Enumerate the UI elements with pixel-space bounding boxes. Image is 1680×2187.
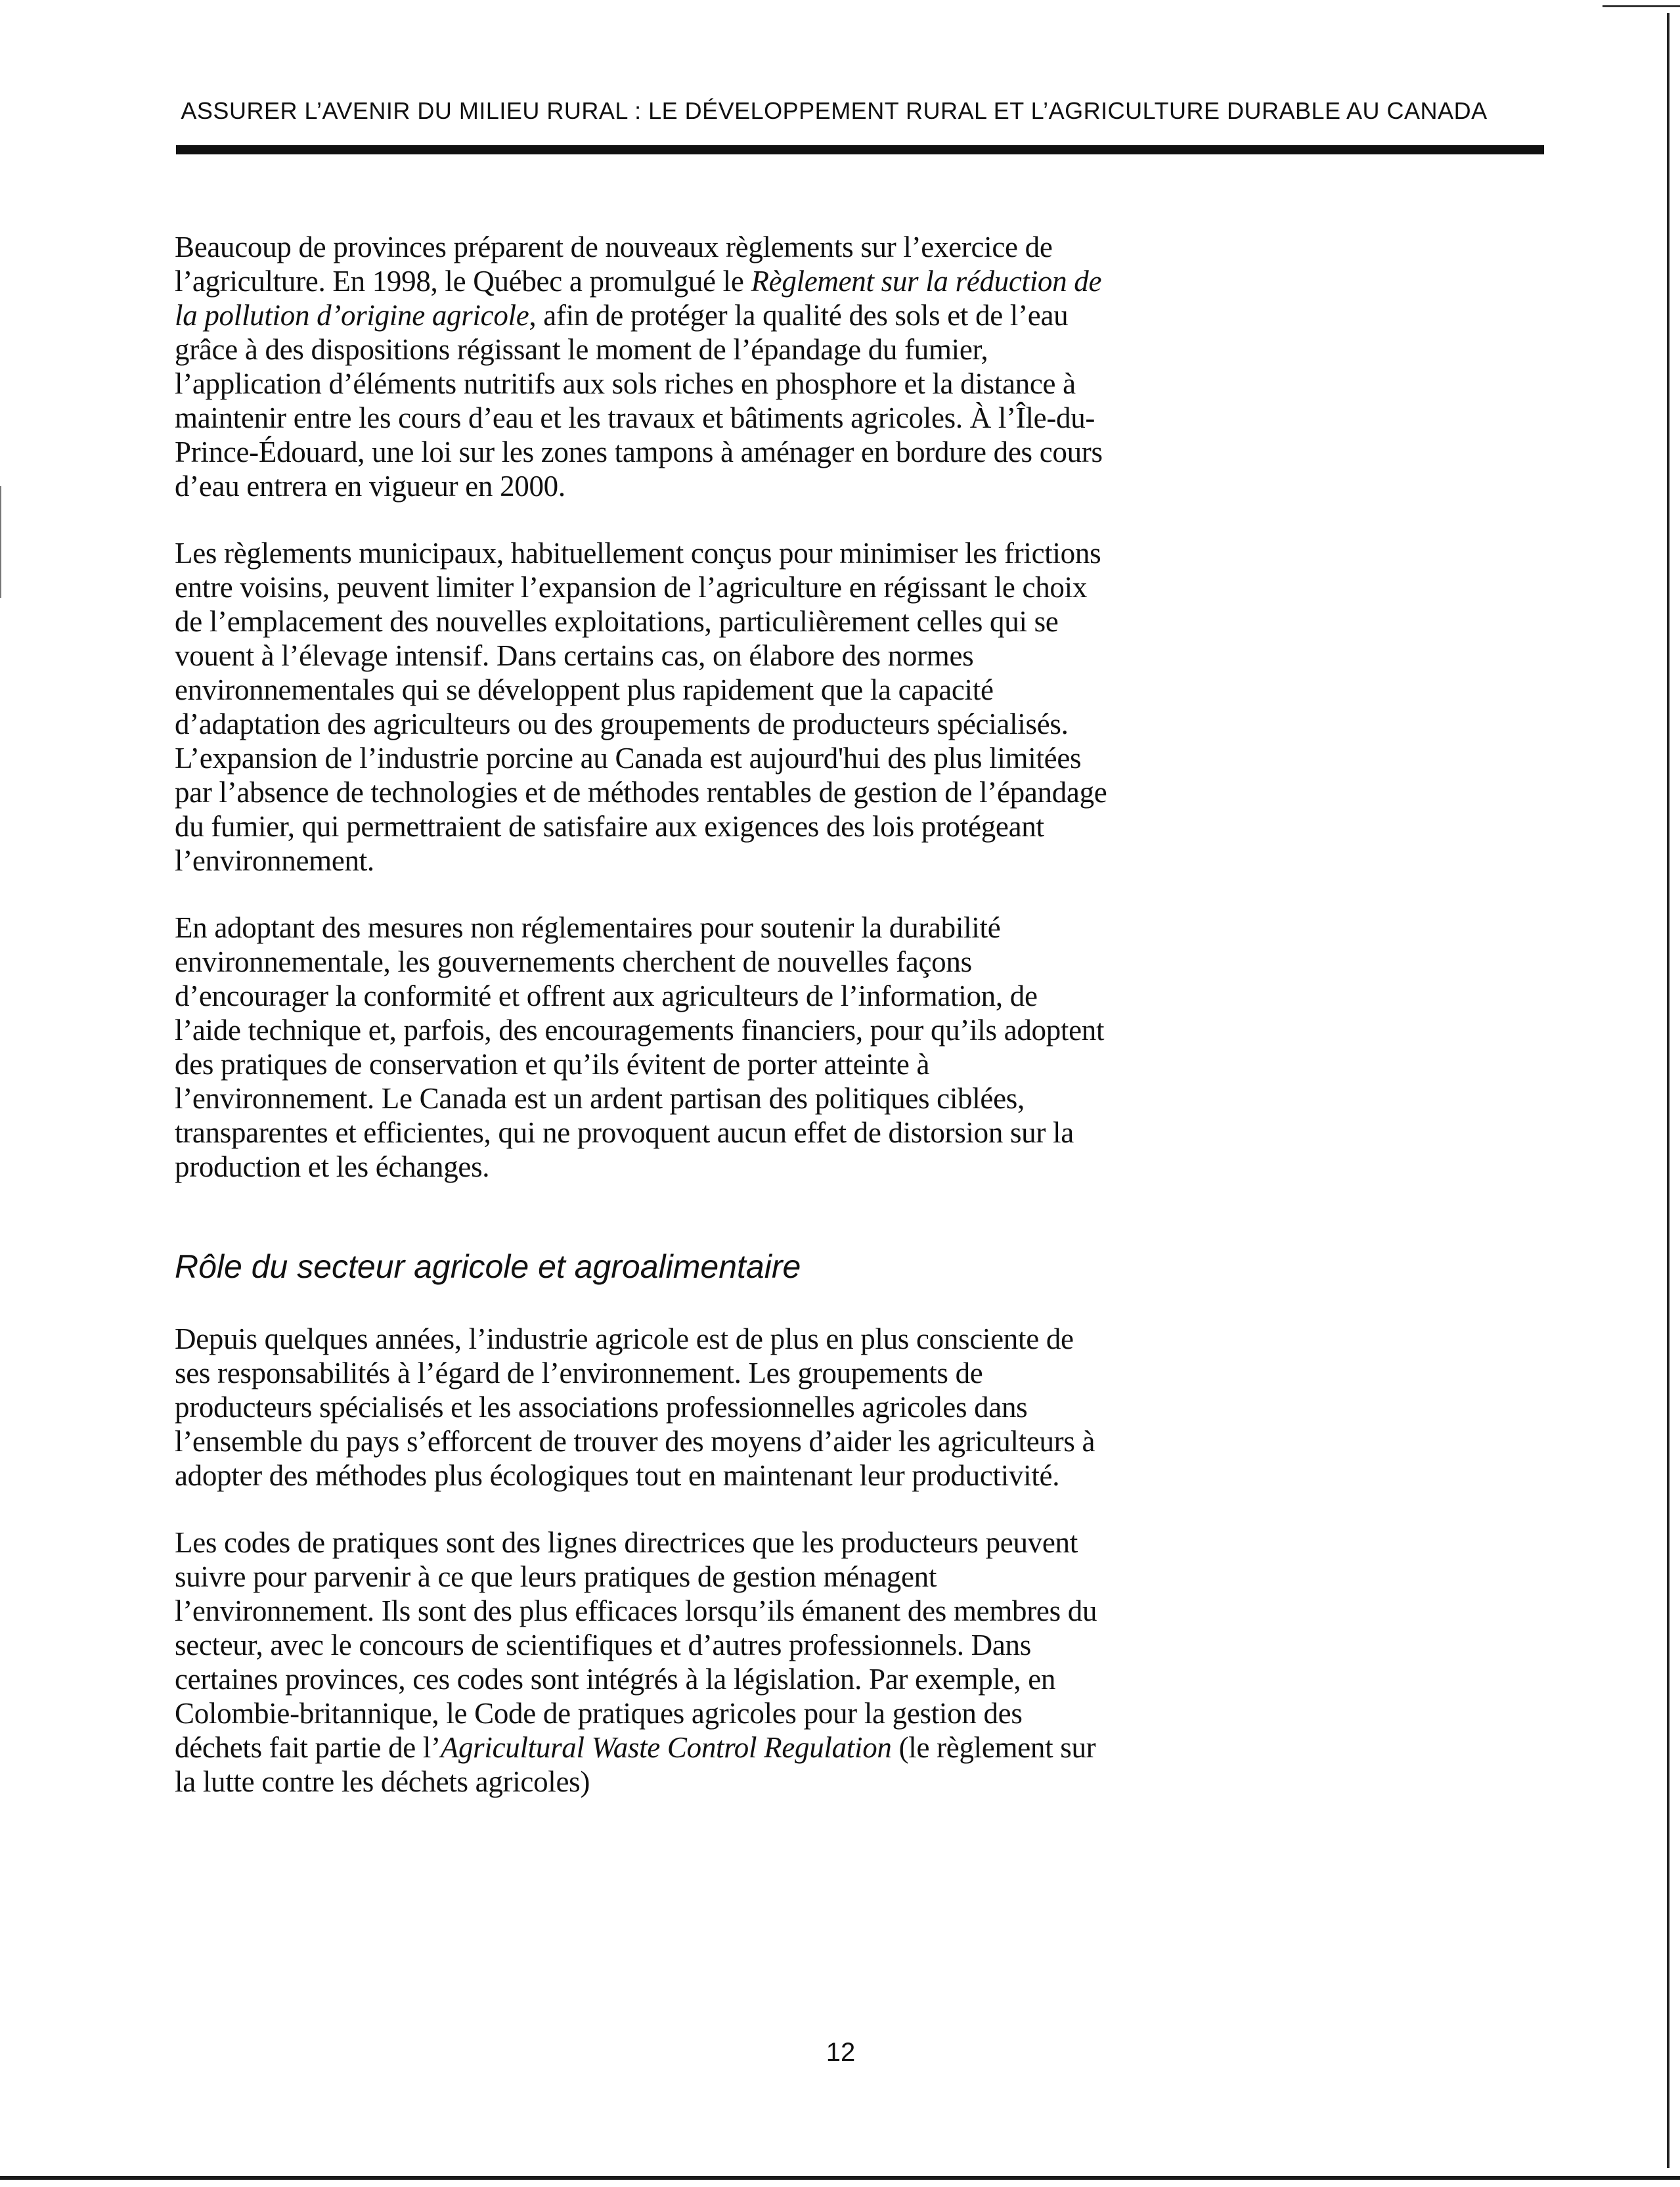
scan-edge-left: [0, 486, 1, 598]
paragraph-text: (le règlement sur la lutte contre les déchets agricoles): [175, 1731, 1096, 1798]
paragraph-municipal-regulations: Les règlements municipaux, habituellement conçus pour minimiser les frictions entre voisins, peuvent limiter l’expansion de l’agriculture en régissant le choix de l’emplacement des nouvelles exploitations, particulièrement celles qui se vouent à l’élevage intensif. Dans certains cas, on élabore des normes environnementales qui se développent plus rapidement que la capacité d’adaptation des agriculteurs ou des groupements de producteurs spécialisés. L’expansion de l’industrie porcine au Canada est aujourd'hui des plus limitées par l’absence de technologies et de méthodes rentables de gestion de l’épandage du fumier, qui permettraient de satisfaire aux exigences des lois protégeant l’environnement.: [175, 537, 1107, 877]
body-column: [175, 230, 1107, 1832]
regulation-title-bc: Agricultural Waste Control Regulation: [440, 1731, 892, 1764]
scan-edge-top: [1603, 5, 1680, 7]
running-header: ASSURER L’AVENIR DU MILIEU RURAL : LE DÉVELOPPEMENT RURAL ET L’AGRICULTURE DURABLE AU CANADA: [181, 97, 1488, 124]
paragraph-non-regulatory-measures: En adoptant des mesures non réglementaires pour soutenir la durabilité environnementale, les gouvernements cherchent de nouvelles façons d’encourager la conformité et offrent aux agriculteurs de l’information, de l’aide technique et, parfois, des encouragements financiers, pour qu’ils adoptent des pratiques de conservation et qu’ils évitent de porter atteinte à l’environnement. Le Canada est un ardent partisan des politiques ciblées, transparentes et efficientes, qui ne provoquent aucun effet de distorsion sur la production et les échanges.: [175, 911, 1105, 1183]
paragraph-provincial-regulations: [175, 230, 1107, 503]
paragraph-text: , afin de protéger la qualité des sols et de l’eau grâce à des dispositions régissant le moment de l’épandage du fumier, l’application d’éléments nutritifs aux sols riches en phosphore et la distance à maintenir entre les cours d’eau et les travaux et bâtiments agricoles. À l’Île-du-Prince-Édouard, une loi sur les zones tampons à aménager en bordure des cours d’eau entrera en vigueur en 2000.: [175, 299, 1103, 503]
scan-edge-right: [1667, 13, 1669, 2168]
scan-edge-bottom: [0, 2176, 1680, 2180]
section-heading: Rôle du secteur agricole et agroalimentaire: [175, 1248, 801, 1285]
paragraph-codes-of-practice: [175, 1525, 1107, 1799]
paragraph-text: Les codes de pratiques sont des lignes directrices que les producteurs peuvent suivre pour parvenir à ce que leurs pratiques de gestion ménagent l’environnement. Ils sont des plus efficaces lorsqu’ils émanent des membres du secteur, avec le concours de scientifiques et d’autres professionnels. Dans certaines provinces, ces codes sont intégrés à la législation. Par exemple, en Colombie-britannique, le Code de pratiques agricoles pour la gestion des déchets fait partie de l’: [175, 1526, 1097, 1764]
paragraph-text: Beaucoup de provinces préparent de nouveaux règlements sur l’exercice de l’agriculture. En 1998, le Québec a promulgué le: [175, 231, 1053, 298]
regulation-title-quebec: Règlement sur la réduction de la pollution d’origine agricole: [175, 265, 1102, 332]
header-rule: [176, 145, 1544, 154]
page-number: 12: [826, 2038, 856, 2067]
paragraph-industry-awareness: Depuis quelques années, l’industrie agricole est de plus en plus consciente de ses responsabilités à l’égard de l’environnement. Les groupements de producteurs spécialisés et les associations professionnelles agricoles dans l’ensemble du pays s’efforcent de trouver des moyens d’aider les agriculteurs à adopter des méthodes plus écologiques tout en maintenant leur productivité.: [175, 1322, 1095, 1492]
